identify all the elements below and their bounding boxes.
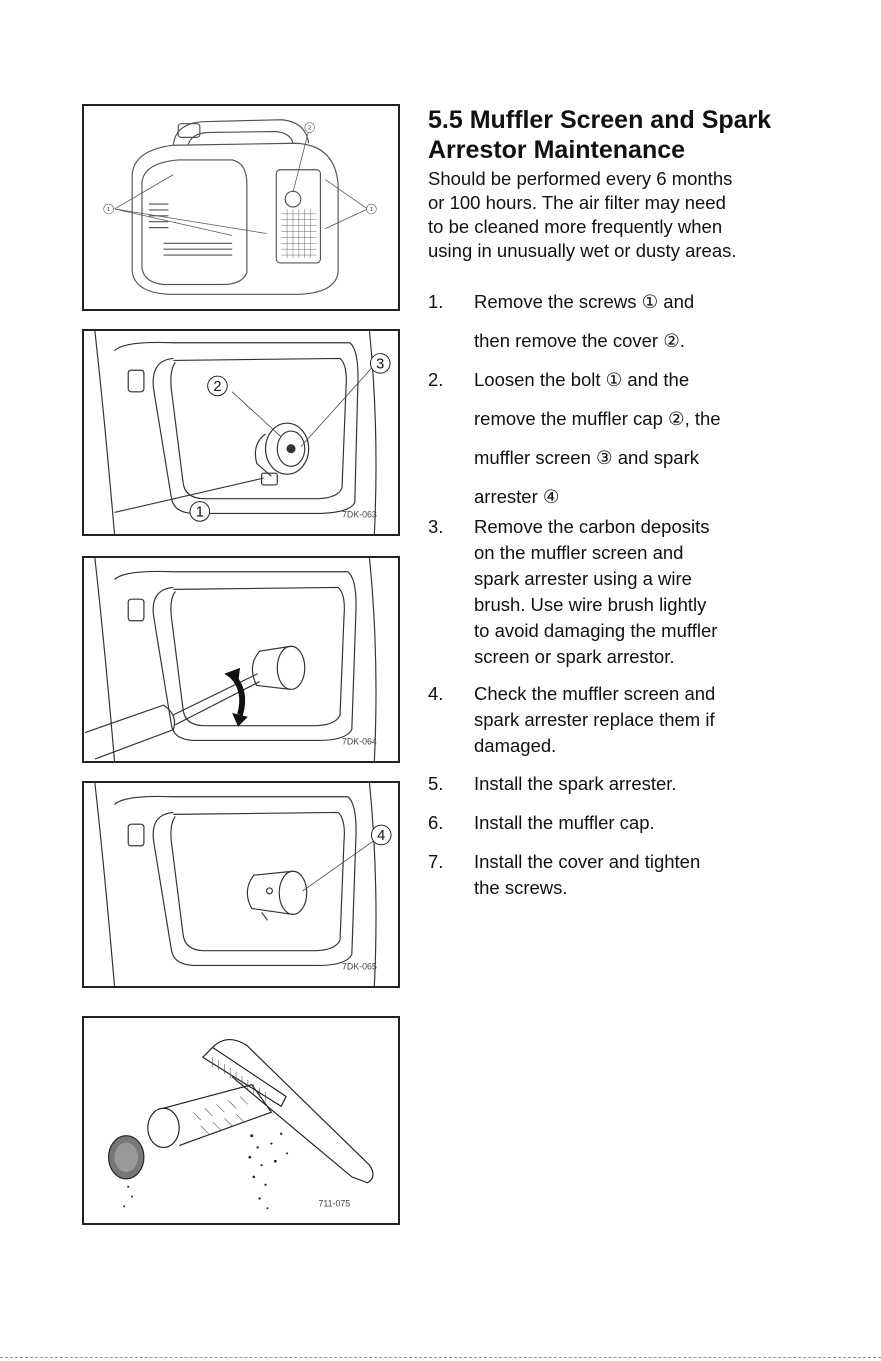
step-line: to avoid damaging the muffler [474, 620, 718, 641]
callout-2: 2 [213, 378, 222, 395]
step-number: 1. [428, 291, 444, 312]
section-title-line1: 5.5 Muffler Screen and Spark [428, 106, 772, 134]
step-line: Remove the carbon deposits [474, 516, 710, 537]
step-number: 4. [428, 683, 444, 704]
step-line: Install the spark arrester. [474, 773, 677, 794]
step-line: Install the cover and tighten [474, 851, 701, 872]
step-line: brush. Use wire brush lightly [474, 594, 707, 615]
section-title [428, 105, 868, 165]
muffler-cap-illustration [84, 331, 398, 534]
step-line: on the muffler screen and [474, 542, 684, 563]
figure-wire-brush-cleaning [82, 1016, 400, 1225]
callout-3: 3 [376, 356, 385, 373]
step-line: Install the muffler cap. [474, 812, 655, 833]
step-line: Remove the screws ① and [474, 291, 695, 312]
figure-code: 7DK-065 [342, 961, 377, 972]
figure-code: 7DK-063 [342, 509, 377, 520]
screen-removal-illustration [84, 558, 398, 761]
callout-2-top: 2 [308, 125, 312, 132]
step-number: 3. [428, 516, 444, 537]
step-line: the screws. [474, 877, 568, 898]
step-line: screen or spark arrestor. [474, 646, 675, 667]
callout-1-left: 1 [106, 206, 111, 213]
figure-muffler-cap-removal [82, 329, 400, 536]
step-line: spark arrester replace them if [474, 709, 715, 730]
figure-screen-removal [82, 556, 400, 763]
wire-brush-illustration [84, 1018, 398, 1223]
step-number: 2. [428, 369, 444, 390]
generator-illustration [84, 106, 398, 309]
spark-arrester-illustration [84, 783, 398, 986]
step-line: spark arrester using a wire [474, 568, 692, 589]
step-number: 7. [428, 851, 444, 872]
section-title-line2: Arrestor Maintenance [428, 136, 686, 164]
step-line: damaged. [474, 735, 557, 756]
callout-4: 4 [377, 827, 386, 844]
section-intro [428, 167, 868, 263]
figure-code: 7DK-064 [342, 736, 377, 747]
step-line: remove the muffler cap ②, the [474, 408, 721, 429]
intro-line: Should be performed every 6 months [428, 168, 733, 189]
figure-code: 711-075 [318, 1198, 351, 1209]
step-number: 6. [428, 812, 444, 833]
callout-1: 1 [195, 504, 204, 521]
step-line: muffler screen ③ and spark [474, 447, 699, 468]
section-header [428, 105, 868, 263]
intro-line: or 100 hours. The air filter may need [428, 192, 726, 213]
step-line: arrester ④ [474, 486, 560, 507]
page-bottom-rule [0, 1357, 881, 1358]
step-number: 5. [428, 773, 444, 794]
figure-spark-arrester [82, 781, 400, 988]
callout-1-right: 1 [369, 206, 374, 213]
intro-line: using in unusually wet or dusty areas. [428, 240, 737, 261]
figure-generator-overview [82, 104, 400, 311]
step-line: Check the muffler screen and [474, 683, 716, 704]
intro-line: to be cleaned more frequently when [428, 216, 723, 237]
step-line: Loosen the bolt ① and the [474, 369, 690, 390]
step-line: then remove the cover ②. [474, 330, 685, 351]
